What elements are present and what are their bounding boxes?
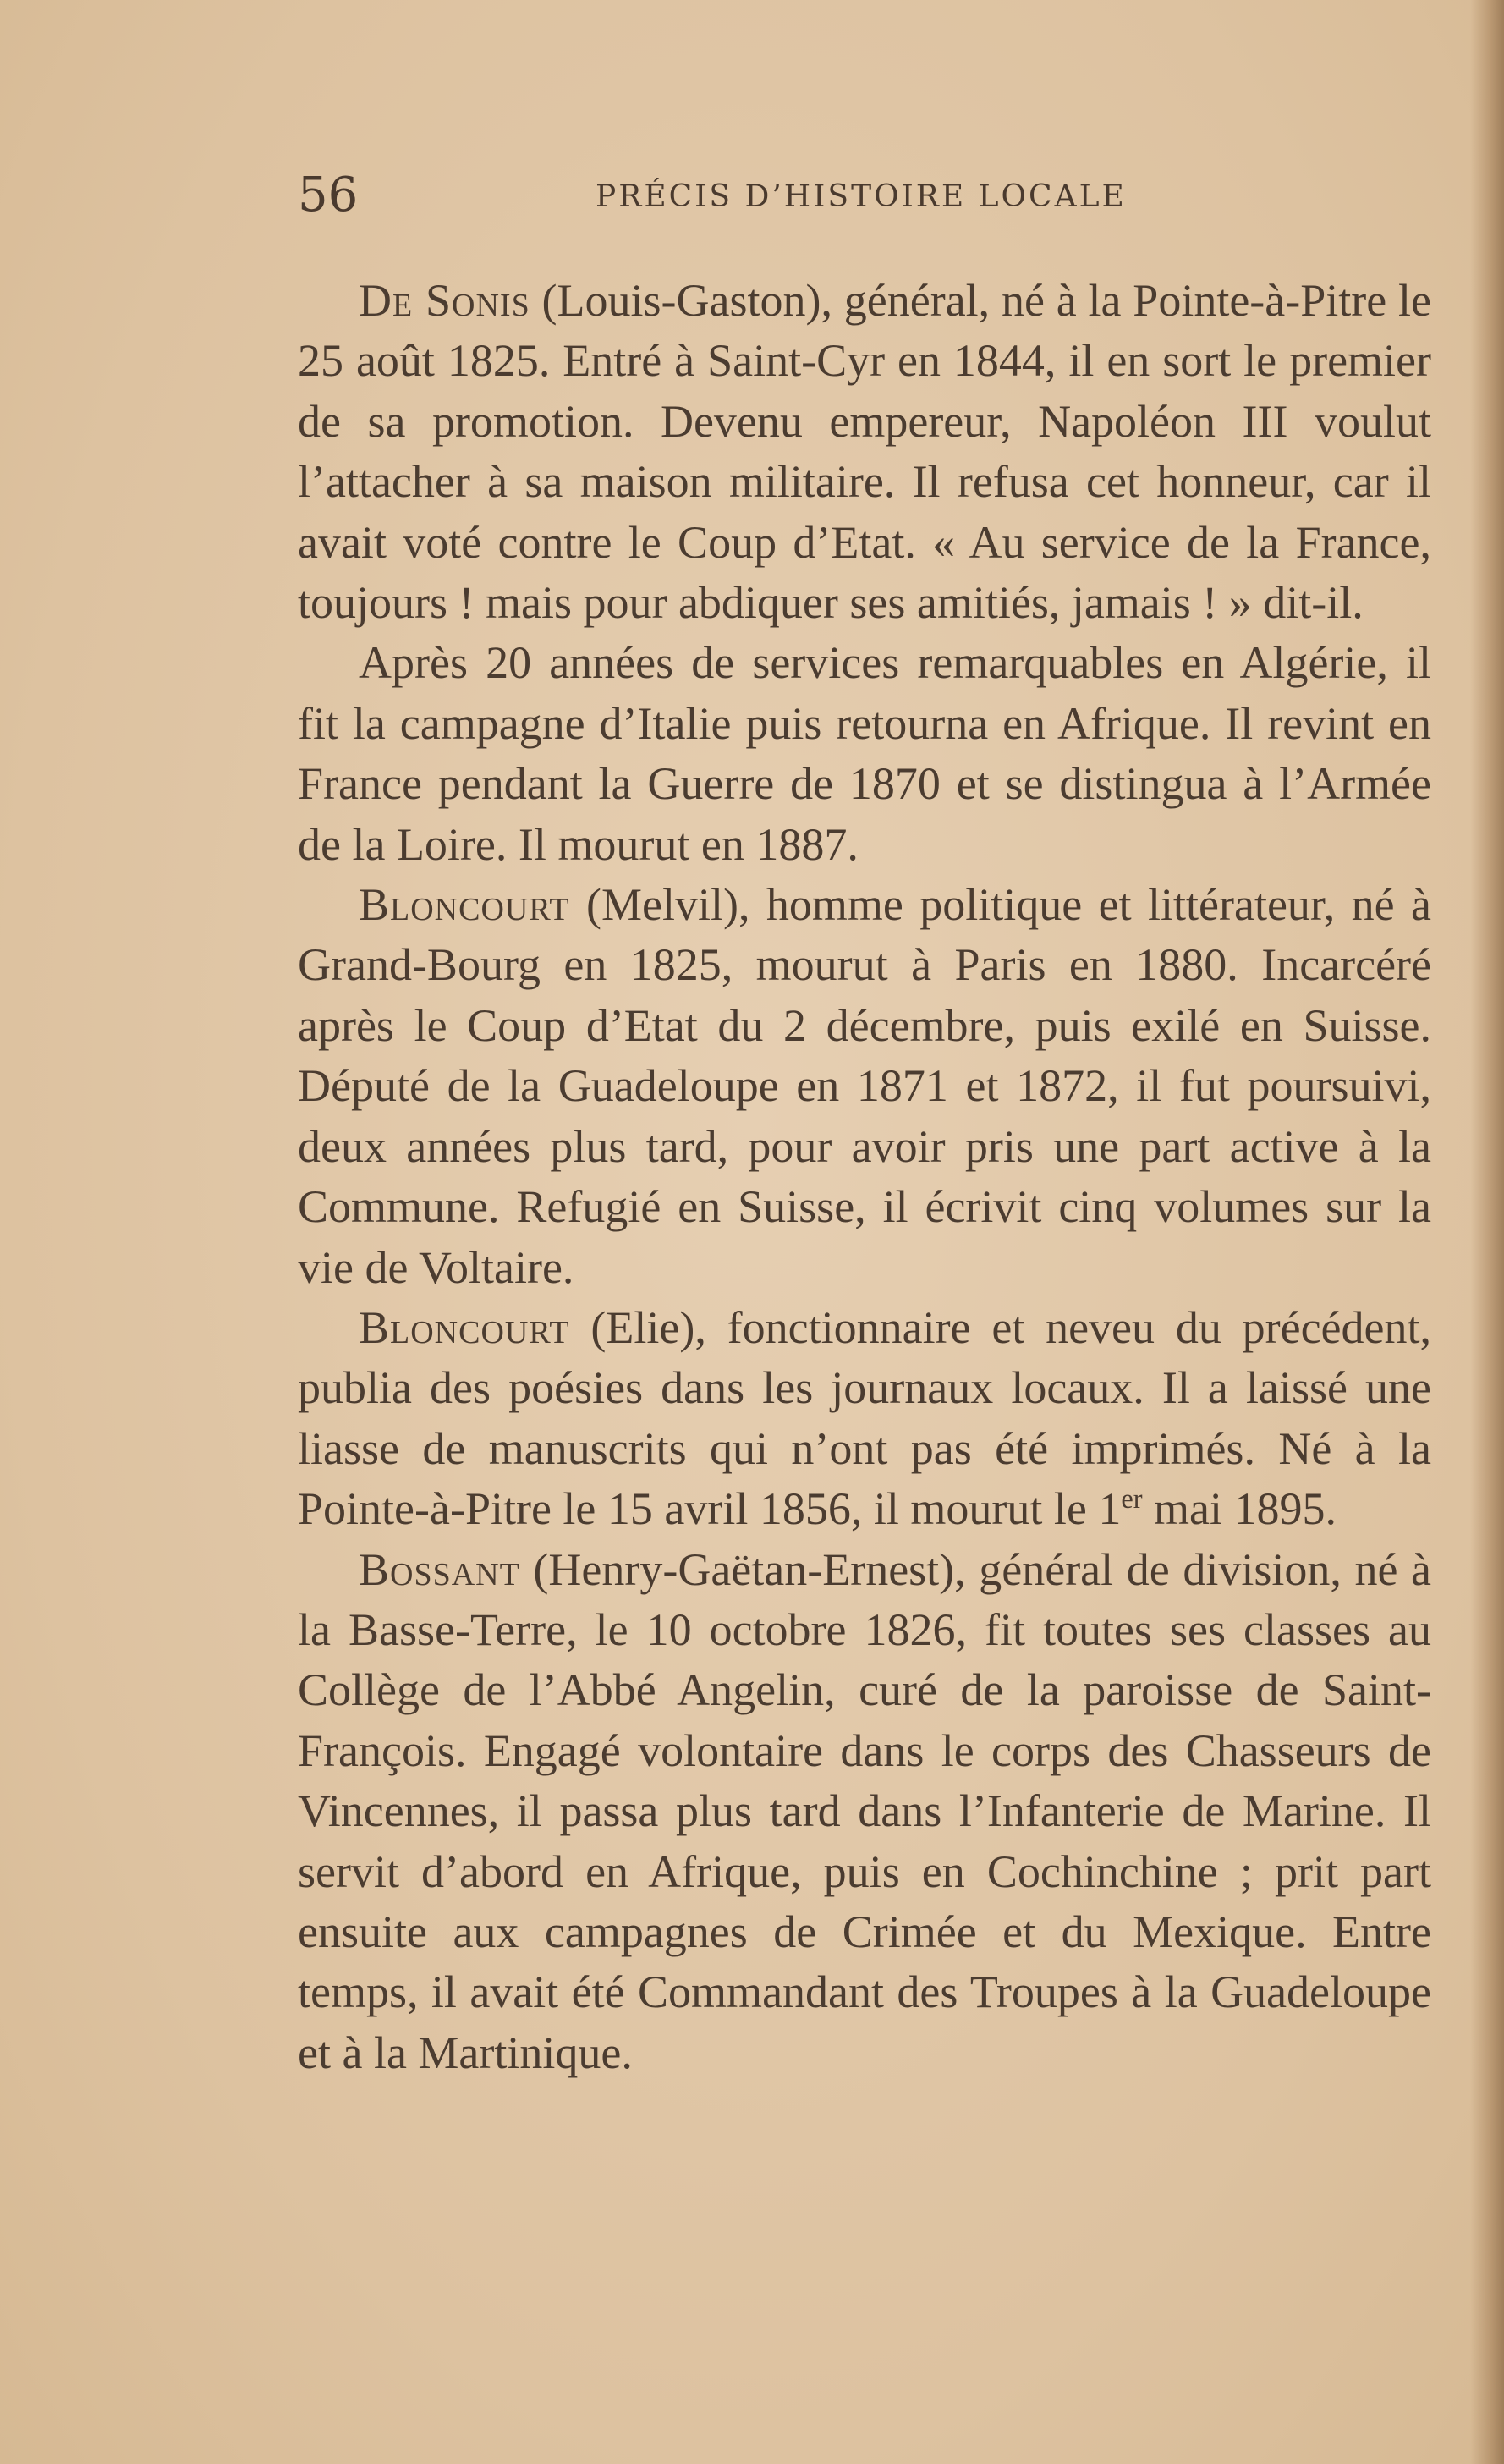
running-title: PRÉCIS D’HISTOIRE LOCALE xyxy=(596,179,1127,214)
entry-text: (Melvil), homme politique et littérateur, né à Grand-Bourg en 1825, mourut à Paris en 1880. Incarcéré après le Coup d’Etat du 2 décembre, puis exilé en Suisse. Député de la Guadeloupe en 1871 et 1872, il fut poursuivi, deux années plus tard, pour avoir pris une part active à la Commune. Refugié en Suisse, il écrivit cinq volumes sur la vie de Voltaire. xyxy=(298,879,1431,1293)
entry-de-sonis-continuation xyxy=(298,633,1431,875)
page-number: 56 xyxy=(298,168,359,223)
entry-name: Bloncourt xyxy=(359,1301,570,1353)
page-edge-shading xyxy=(1470,0,1504,2464)
entry-text: (Elie), fonctionnaire et neveu du précédent, publia des poésies dans les journaux locaux. Il a laissé une liasse de manuscrits qui n’ont pas été imprimés. Né à la Pointe-à-Pitre le 15 avril 1856, il mourut le 1 xyxy=(298,1301,1431,1535)
entry-text: Après 20 années de services remarquables en Algérie, il fit la campagne d’Italie puis retourna en Afrique. Il revint en France pendant la Guerre de 1870 et se distingua à l’Armée de la Loire. Il mourut en 1887. xyxy=(298,637,1431,870)
entry-bloncourt-melvil xyxy=(298,875,1431,1298)
entry-name: Bloncourt xyxy=(359,879,570,931)
body-text xyxy=(298,271,1431,2083)
entry-bloncourt-elie xyxy=(298,1298,1431,1540)
page-header xyxy=(298,166,1448,225)
entry-text: (Henry-Gaëtan-Ernest), général de division, né à la Basse-Terre, le 10 octobre 1826, fit toutes ses classes au Collège de l’Abbé Angelin, curé de la paroisse de Saint-François. Engagé volontaire dans le corps des Chasseurs de Vincennes, il passa plus tard dans l’Infanterie de Marine. Il servit d’abord en Afrique, puis en Cochinchine ; prit part ensuite aux campagnes de Crimée et du Mexique. Entre temps, il avait été Commandant des Troupes à la Guadeloupe et à la Martinique. xyxy=(298,1543,1431,2078)
entry-text: (Louis-Gaston), général, né à la Pointe-à-Pitre le 25 août 1825. Entré à Saint-Cyr en 1844, il en sort le premier de sa promotion. Devenu empereur, Napoléon III voulut l’attacher à sa maison militaire. Il refusa cet honneur, car il avait voté contre le Coup d’Etat. « Au service de la France, toujours ! mais pour abdiquer ses amitiés, jamais ! » dit-il. xyxy=(298,275,1432,629)
entry-name: De Sonis xyxy=(359,275,530,326)
entry-text: mai 1895. xyxy=(1142,1483,1337,1535)
entry-name: Bossant xyxy=(359,1543,520,1595)
entry-bossant xyxy=(298,1540,1431,2084)
superscript: er xyxy=(1121,1484,1143,1515)
entry-de-sonis xyxy=(298,271,1431,633)
